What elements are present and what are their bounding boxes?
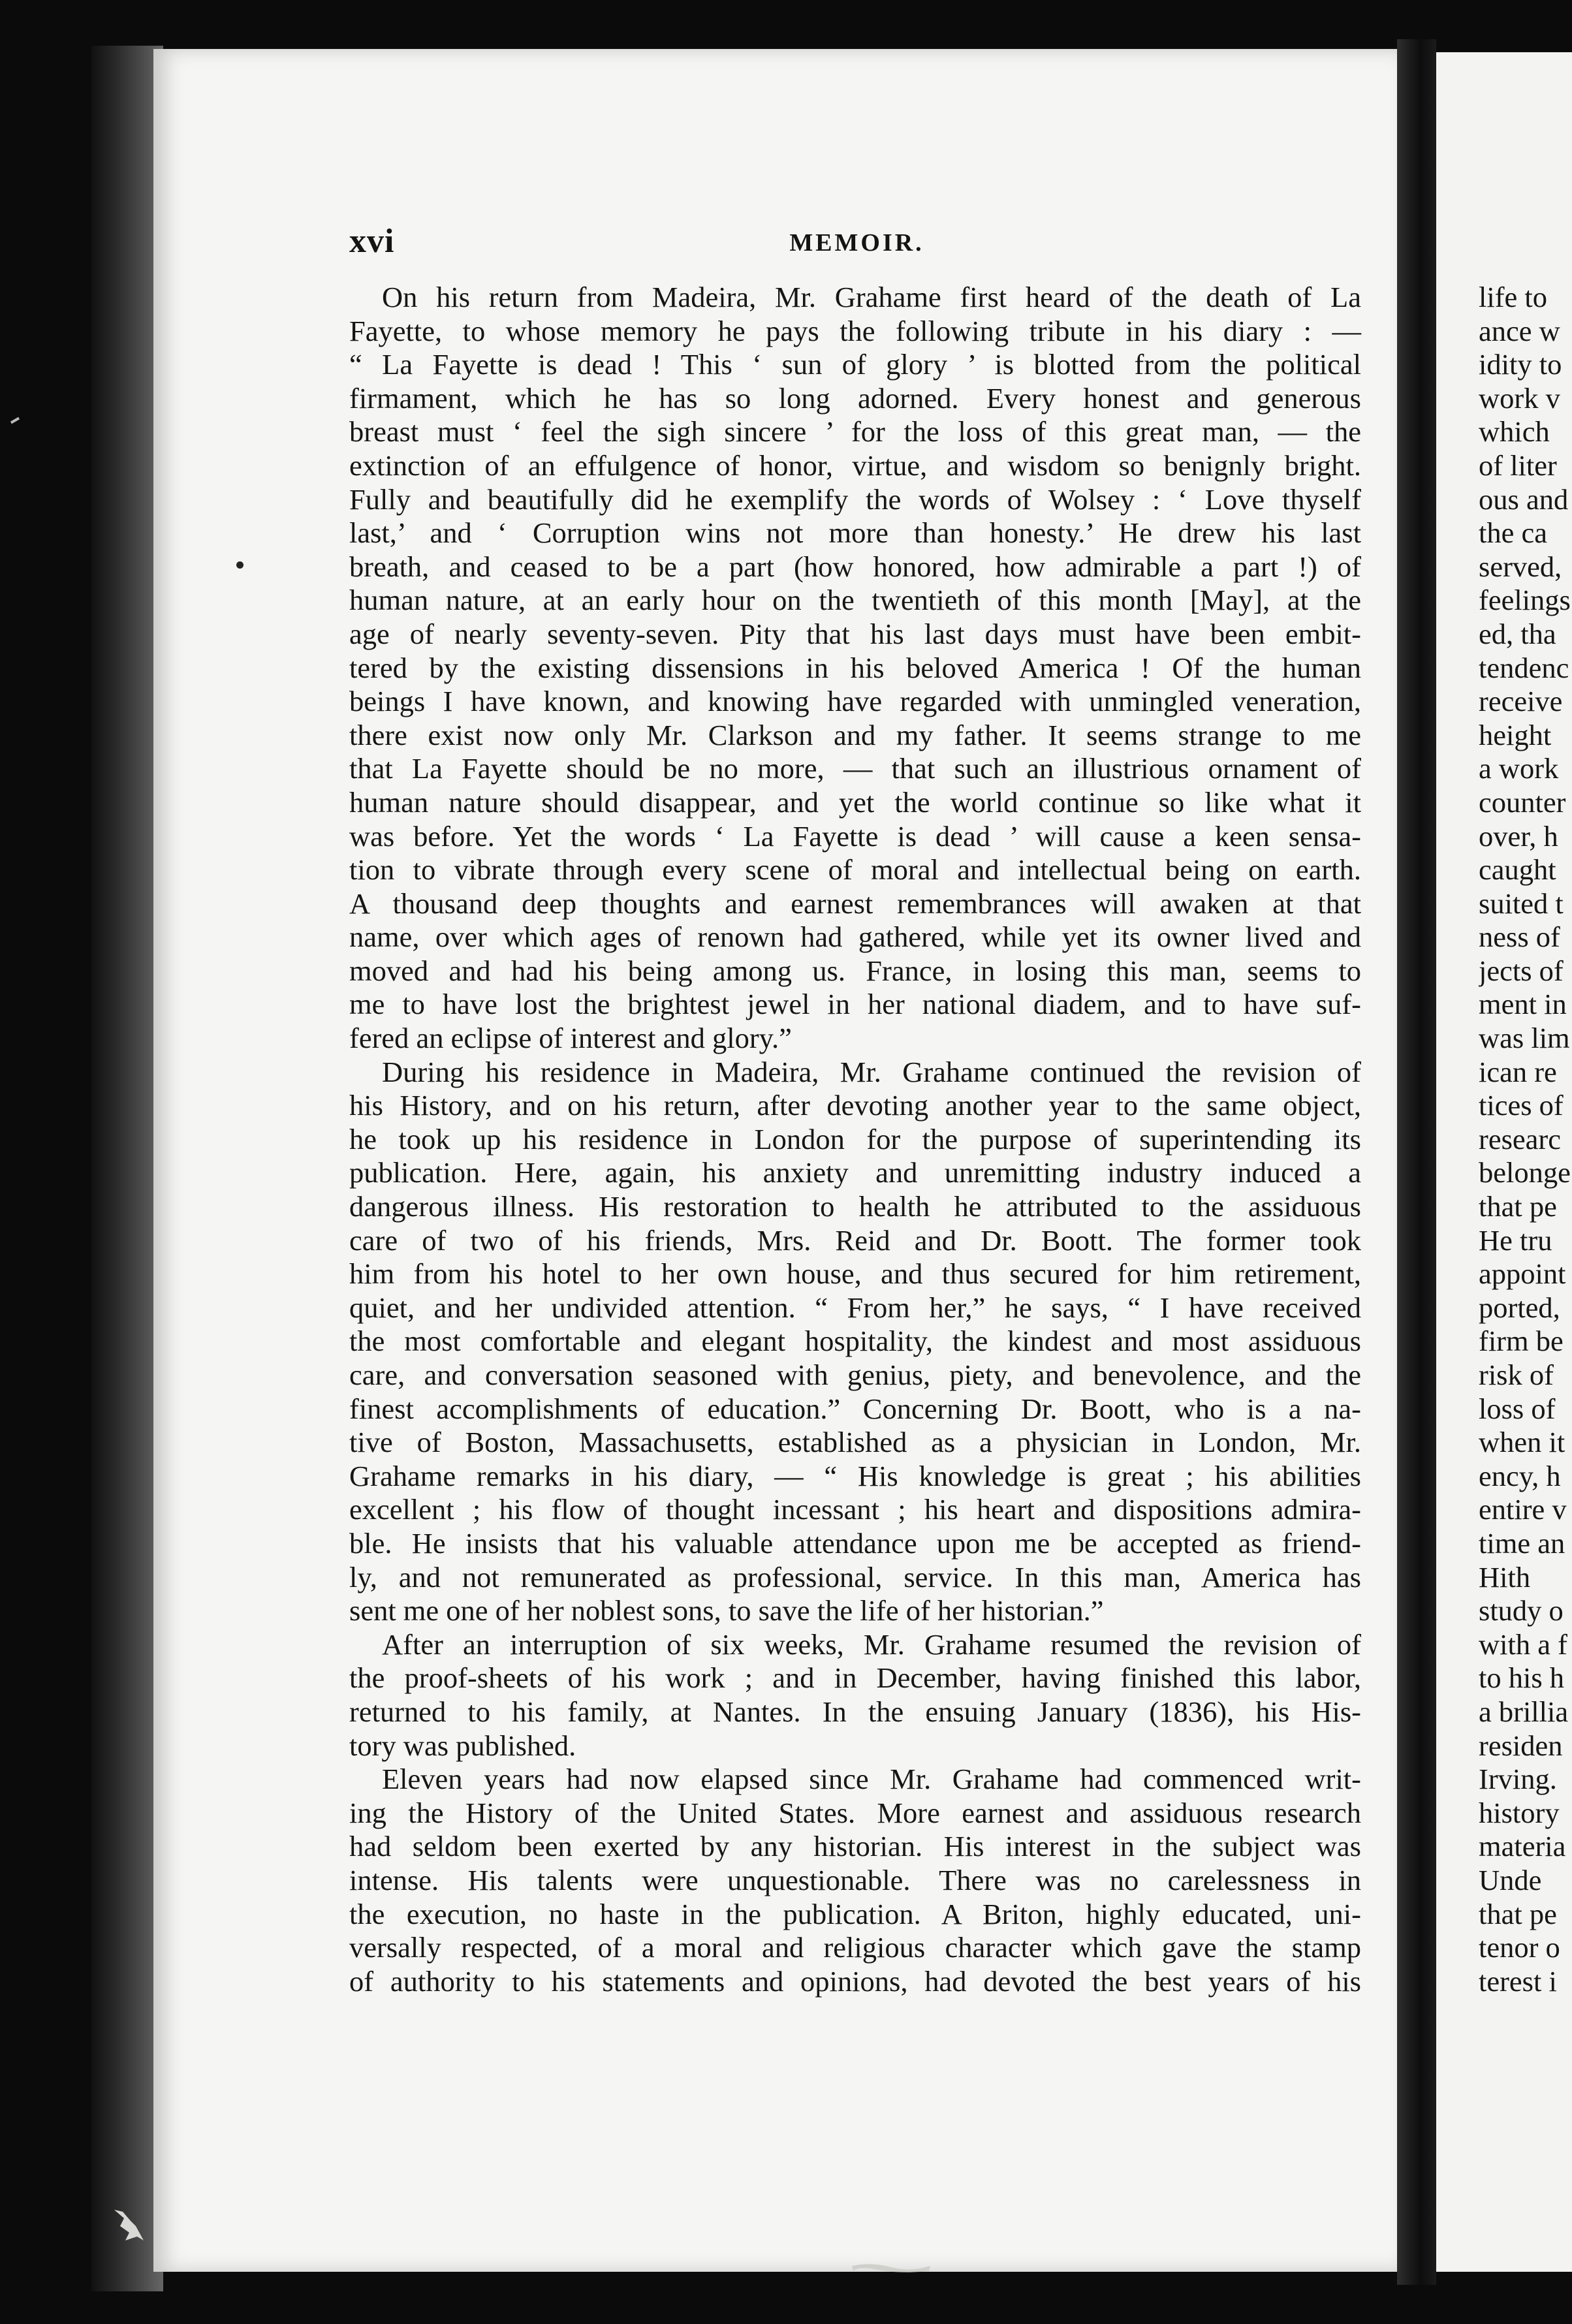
text-line: he took up his residence in London for the purpose of superintending its (349, 1122, 1361, 1155)
text-line: fered an eclipse of interest and glory.” (349, 1022, 792, 1055)
facing-text-line: tices of (1479, 1089, 1564, 1122)
facing-text-line: ness of (1479, 920, 1560, 954)
facing-text-line: a work (1479, 752, 1559, 785)
ink-speck (236, 561, 244, 569)
text-line: firmament, which he has so long adorned. Every honest and generous (349, 381, 1361, 415)
page-fold-shadow (1397, 39, 1436, 2285)
facing-text-line: receive (1479, 685, 1563, 718)
facing-text-line: of liter (1479, 448, 1557, 482)
text-line: tive of Boston, Massachusetts, established as a physician in London, Mr. (349, 1426, 1361, 1459)
text-line: there exist now only Mr. Clarkson and my father. It seems strange to me (349, 718, 1361, 751)
running-head (349, 222, 1364, 274)
facing-text-line: ment in (1479, 988, 1567, 1021)
text-line: finest accomplishments of education.” Concerning Dr. Boott, who is a na- (349, 1392, 1361, 1425)
text-line: age of nearly seventy-seven. Pity that his last days must have been embit- (349, 617, 1361, 650)
facing-text-line: entire v (1479, 1493, 1567, 1526)
facing-text-line: ance w (1479, 314, 1560, 347)
text-line: Fayette, to whose memory he pays the following tribute in his diary : — (349, 314, 1361, 347)
facing-text-line: with a f (1479, 1627, 1567, 1661)
facing-text-line: Irving. (1479, 1763, 1557, 1796)
corner-blemish (111, 2206, 147, 2242)
facing-text-line: appoint (1479, 1257, 1566, 1291)
facing-text-line: history (1479, 1796, 1560, 1829)
facing-text-line: He tru (1479, 1223, 1552, 1257)
text-line: “ La Fayette is dead ! This ‘ sun of glory ’ is blotted from the political (349, 348, 1361, 381)
facing-text-line: ous and (1479, 482, 1569, 516)
text-line: was before. Yet the words ‘ La Fayette is dead ’ will cause a keen sensa- (349, 819, 1361, 853)
page-number: xvi (349, 223, 395, 260)
facing-text-line: loss of (1479, 1392, 1556, 1425)
text-line: intense. His talents were unquestionable. There was no carelessness in (349, 1863, 1361, 1896)
facing-text-line: that pe (1479, 1897, 1557, 1930)
text-line: After an interruption of six weeks, Mr. Grahame resumed the revision of (382, 1627, 1361, 1661)
text-line: name, over which ages of renown had gathered, while yet its owner lived and (349, 920, 1361, 954)
text-line: ing the History of the United States. More earnest and assiduous research (349, 1796, 1361, 1829)
text-line: tered by the existing dissensions in his beloved America ! Of the human (349, 651, 1361, 684)
facing-text-line: ency, h (1479, 1459, 1561, 1492)
facing-text-line: ican re (1479, 1055, 1557, 1088)
facing-text-line: firm be (1479, 1325, 1564, 1358)
text-line: versally respected, of a moral and religious character which gave the stamp (349, 1931, 1361, 1964)
main-text-column (349, 281, 1361, 1998)
facing-text-line: terest i (1479, 1964, 1557, 1998)
facing-text-line: work v (1479, 381, 1560, 415)
text-line: human nature should disappear, and yet the world continue so like what it (349, 785, 1361, 819)
text-line: of authority to his statements and opinions, had devoted the best years of his (349, 1964, 1361, 1998)
facing-text-line: jects of (1479, 954, 1564, 987)
facing-text-line: time an (1479, 1526, 1565, 1560)
facing-text-line: materia (1479, 1830, 1566, 1863)
facing-text-line: which (1479, 415, 1550, 448)
facing-text-line: tenor o (1479, 1931, 1560, 1964)
facing-text-line: idity to (1479, 348, 1562, 381)
text-line: extinction of an effulgence of honor, virtue, and wisdom so benignly bright. (349, 448, 1361, 482)
text-line: breast must ‘ feel the sigh sincere ’ for the loss of this great man, — the (349, 415, 1361, 448)
text-line: ly, and not remunerated as professional, service. In this man, America has (349, 1560, 1361, 1594)
text-line: him from his hotel to her own house, and thus secured for him retirement, (349, 1257, 1361, 1291)
text-line: the proof-sheets of his work ; and in December, having finished this labor, (349, 1661, 1361, 1695)
facing-text-line: served, (1479, 550, 1562, 583)
text-line: Grahame remarks in his diary, — “ His knowledge is great ; his abilities (349, 1459, 1361, 1492)
text-line: A thousand deep thoughts and earnest remembrances will awaken at that (349, 887, 1361, 920)
facing-text-line: a brillia (1479, 1695, 1569, 1728)
text-line: moved and had his being among us. France, in losing this man, seems to (349, 954, 1361, 987)
facing-text-line: to his h (1479, 1661, 1565, 1695)
facing-page-text-column (1479, 281, 1572, 1998)
text-line: tion to vibrate through every scene of moral and intellectual being on earth. (349, 853, 1361, 887)
facing-text-line: that pe (1479, 1190, 1557, 1223)
facing-text-line: Hith (1479, 1560, 1531, 1594)
text-line: Fully and beautifully did he exemplify the words of Wolsey : ‘ Love thyself (349, 482, 1361, 516)
text-line: excellent ; his flow of thought incessant ; his heart and dispositions admira- (349, 1493, 1361, 1526)
facing-text-line: risk of (1479, 1358, 1554, 1391)
facing-text-line: the ca (1479, 516, 1547, 550)
text-line: the most comfortable and elegant hospitality, the kindest and most assiduous (349, 1325, 1361, 1358)
text-line: dangerous illness. His restoration to health he attributed to the assiduous (349, 1190, 1361, 1223)
text-line: quiet, and her undivided attention. “ From her,” he says, “ I have received (349, 1291, 1361, 1324)
facing-text-line: Unde (1479, 1863, 1542, 1896)
text-line: On his return from Madeira, Mr. Grahame first heard of the death of La (382, 281, 1361, 313)
facing-text-line: study o (1479, 1594, 1564, 1627)
edge-mark (10, 417, 20, 424)
text-line: me to have lost the brightest jewel in her national diadem, and to have suf- (349, 988, 1361, 1021)
text-line: tory was published. (349, 1729, 576, 1762)
facing-text-line: tendenc (1479, 651, 1569, 684)
text-line: During his residence in Madeira, Mr. Grahame continued the revision of (382, 1055, 1361, 1088)
text-line: ble. He insists that his valuable attendance upon me be accepted as friend- (349, 1526, 1361, 1560)
facing-text-line: over, h (1479, 819, 1558, 853)
facing-text-line: counter (1479, 785, 1566, 819)
facing-text-line: ported, (1479, 1291, 1560, 1324)
text-line: human nature, at an early hour on the twentieth of this month [May], at the (349, 584, 1361, 617)
facing-text-line: suited t (1479, 887, 1564, 920)
text-line: his History, and on his return, after devoting another year to the same object, (349, 1089, 1361, 1122)
facing-text-line: feelings (1479, 584, 1571, 617)
text-line: the execution, no haste in the publication. A Briton, highly educated, uni- (349, 1897, 1361, 1930)
text-line: Eleven years had now elapsed since Mr. Grahame had commenced writ- (382, 1763, 1361, 1796)
text-line: sent me one of her noblest sons, to save the life of her historian.” (349, 1594, 1104, 1627)
facing-text-line: when it (1479, 1426, 1565, 1459)
text-line: care of two of his friends, Mrs. Reid and Dr. Boott. The former took (349, 1223, 1361, 1257)
text-line: beings I have known, and knowing have regarded with unmingled veneration, (349, 685, 1361, 718)
text-line: publication. Here, again, his anxiety and unremitting industry induced a (349, 1156, 1361, 1189)
text-line: breath, and ceased to be a part (how honored, how admirable a part !) of (349, 550, 1361, 583)
facing-text-line: ed, tha (1479, 617, 1556, 650)
facing-text-line: height (1479, 718, 1552, 751)
text-line: returned to his family, at Nantes. In the ensuing January (1836), his His- (349, 1695, 1361, 1728)
text-line: that La Fayette should be no more, — that such an illustrious ornament of (349, 752, 1361, 785)
bottom-edge-blemish (852, 2262, 930, 2274)
facing-text-line: researc (1479, 1122, 1561, 1155)
facing-text-line: was lim (1479, 1022, 1570, 1055)
facing-text-line: residen (1479, 1729, 1563, 1762)
book-binding-gutter (91, 46, 163, 2291)
text-line: care, and conversation seasoned with genius, piety, and benevolence, and the (349, 1358, 1361, 1391)
facing-text-line: life to (1479, 281, 1548, 313)
facing-text-line: belonge (1479, 1156, 1571, 1189)
facing-text-line: caught (1479, 853, 1556, 887)
text-line: had seldom been exerted by any historian. His interest in the subject was (349, 1830, 1361, 1863)
running-head-title: MEMOIR. (789, 229, 924, 257)
text-line: last,’ and ‘ Corruption wins not more than honesty.’ He drew his last (349, 516, 1361, 550)
